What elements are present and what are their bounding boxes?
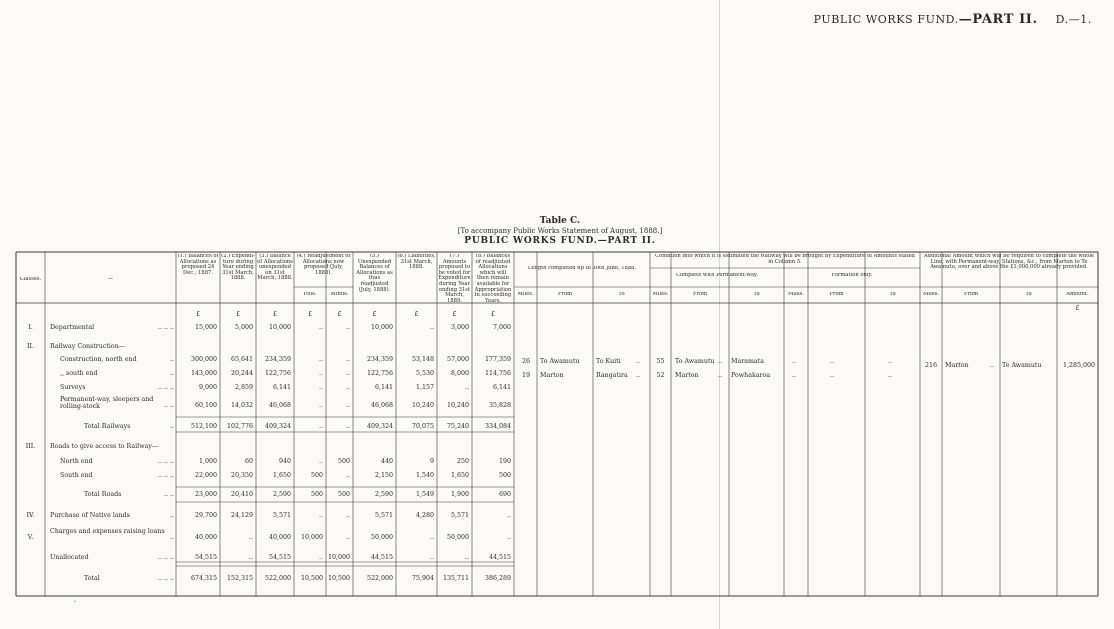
row-value: ..: [318, 554, 323, 561]
row-value: 512,100: [190, 423, 217, 430]
row-value: 65,641: [230, 356, 253, 363]
row-dots: .. ..: [163, 402, 174, 409]
row-value: 44,515: [488, 554, 511, 561]
row-value: 7,000: [492, 324, 511, 331]
complete-to: Powhakaroa: [731, 372, 771, 379]
row-value: 53,148: [411, 356, 434, 363]
row-value: 50,000: [446, 534, 469, 541]
header-part: —PART II.: [958, 12, 1038, 27]
row-dots: .. .. ..: [157, 458, 174, 465]
additional-miles: 216: [924, 362, 938, 369]
row-value: ..: [318, 512, 323, 519]
row-value: 1,000: [198, 458, 217, 465]
row-value: 54,515: [268, 554, 291, 561]
header-formation: Formation only.: [831, 273, 873, 278]
formation-miles: ..: [792, 372, 797, 379]
row-value: 60: [244, 458, 253, 465]
row-class: III.: [25, 443, 36, 450]
row-value: 3,000: [450, 324, 469, 331]
row-value: 1,549: [415, 491, 434, 498]
row-value: 10,240: [446, 402, 469, 409]
header-c6: (6.) Liabilities, 31st March, 1888.: [397, 254, 436, 271]
row-value: 690: [498, 491, 511, 498]
row-value: ..: [318, 370, 323, 377]
row-dots: .. ..: [163, 491, 174, 498]
header-dash: —: [107, 277, 114, 282]
row-value: 2,590: [272, 491, 291, 498]
row-value: 10,500: [300, 575, 323, 582]
complete-from: Marton: [675, 372, 699, 379]
row-value: 1,540: [415, 472, 434, 479]
row-value: 23,000: [194, 491, 217, 498]
row-value: 44,515: [370, 554, 393, 561]
row-value: 122,756: [264, 370, 291, 377]
header-sub-miles: Miles.: [787, 292, 804, 297]
row-value: 24,129: [230, 512, 253, 519]
row-label: Unallocated: [50, 554, 89, 561]
header-c5: (5.) Unexpended Balances of Allocations as thus readjusted (July, 1888).: [356, 254, 393, 293]
row-value: 10,000: [268, 324, 291, 331]
currency-mark: £: [414, 311, 419, 318]
row-value: ..: [248, 554, 253, 561]
row-value: 57,000: [446, 356, 469, 363]
row-value: 20,244: [230, 370, 253, 377]
row-dots: ..: [169, 534, 174, 541]
currency-mark: £: [1075, 305, 1080, 312]
row-value: 409,324: [366, 423, 393, 430]
row-value: ..: [429, 534, 434, 541]
header-sub-amount: Amount.: [1066, 292, 1089, 297]
header-sub-from: From: [963, 292, 979, 297]
row-value: 522,000: [366, 575, 393, 582]
header-condition: Condition into which it is estimated the Railway will be brought by Expenditure of Amounts stated in Column 5.: [655, 254, 915, 265]
currency-mark: £: [372, 311, 377, 318]
currency-mark: £: [272, 311, 277, 318]
row-value: ..: [464, 384, 469, 391]
row-value: ..: [345, 370, 350, 377]
row-dots: .. .. ..: [157, 554, 174, 561]
row-value: 334,084: [484, 423, 511, 430]
row-value: 10,000: [300, 534, 323, 541]
header-sub-to: To: [889, 292, 896, 297]
row-class: II.: [27, 343, 34, 350]
row-label: Roads to give access to Railway—: [50, 443, 159, 450]
header-sub-from: From: [829, 292, 844, 297]
header-c3: (3.) Balance of Allocations unexpended on 31st March, 1888.: [257, 254, 293, 282]
row-value: 1,157: [415, 384, 434, 391]
length-from: Marton: [540, 372, 564, 379]
row-value: 70,075: [411, 423, 434, 430]
row-value: ..: [345, 534, 350, 541]
row-value: 60,100: [194, 402, 217, 409]
row-label: Charges and expenses raising loans: [50, 528, 165, 535]
header-additional: Additional Amount which will be required to complete the whole Line, with Permanent-way, Stations, &c., from Marton to Te Awamutu, over and above the £1,000,000 already provided.: [923, 254, 1095, 271]
row-label: Permanent-way, sleepers and rolling-stock: [60, 396, 154, 410]
row-value: 500: [498, 472, 511, 479]
row-value: 8,000: [450, 370, 469, 377]
header-c4: (4.) Readjustment of Allocations now proposed (July, 1888).: [296, 254, 351, 276]
header-sub-to: To: [753, 292, 760, 297]
row-value: ..: [345, 512, 350, 519]
row-label: Total Railways: [84, 423, 131, 430]
row-dots: ..: [169, 356, 174, 363]
row-value: ..: [318, 324, 323, 331]
row-value: 940: [278, 458, 291, 465]
header-fund: PUBLIC WORKS FUND.: [813, 13, 959, 26]
row-value: 50,000: [370, 534, 393, 541]
row-value: 234,359: [366, 356, 393, 363]
row-value: ..: [345, 472, 350, 479]
row-value: 250: [456, 458, 469, 465]
row-value: 46,068: [370, 402, 393, 409]
row-dots: .. .. ..: [157, 324, 174, 331]
row-value: ..: [345, 402, 350, 409]
currency-mark: £: [195, 311, 200, 318]
formation-to: ..: [888, 372, 893, 379]
row-value: 75,240: [446, 423, 469, 430]
row-label: ,, south end: [60, 370, 98, 377]
row-dots: ..: [169, 370, 174, 377]
row-value: ..: [318, 423, 323, 430]
complete-to: Maramata: [731, 358, 764, 365]
row-value: ..: [464, 554, 469, 561]
additional-to: Te Awamutu: [1002, 362, 1042, 369]
row-label: Total: [84, 575, 100, 582]
row-value: 500: [310, 491, 323, 498]
row-value: ..: [318, 458, 323, 465]
row-value: 440: [380, 458, 393, 465]
row-dots: ..: [169, 423, 174, 430]
row-label: Total Roads: [84, 491, 122, 498]
header-sub-to: To: [618, 292, 625, 297]
header-c4-plus: Plus.: [303, 292, 317, 297]
row-value: ..: [248, 534, 253, 541]
currency-mark: £: [235, 311, 240, 318]
row-value: 122,756: [366, 370, 393, 377]
row-value: 20,410: [230, 491, 253, 498]
header-c8: (8.) Balances of readjusted Allocations which will then remain available for Appropriation in succeeding Years.: [474, 254, 512, 302]
table-subtitle: [To accompany Public Works Statement of August, 1888.]: [457, 227, 663, 235]
length-to: Rangatira: [596, 372, 628, 379]
row-value: 500: [337, 491, 350, 498]
row-value: 102,776: [226, 423, 253, 430]
currency-mark: £: [337, 311, 342, 318]
footnote: -: [74, 598, 77, 605]
row-value: ..: [506, 512, 511, 519]
formation-to: ..: [888, 358, 893, 365]
row-value: 10,240: [411, 402, 434, 409]
row-value: 6,141: [272, 384, 291, 391]
row-value: 500: [310, 472, 323, 479]
row-value: 1,900: [450, 491, 469, 498]
row-label: Surveys: [60, 384, 86, 391]
row-value: 54,515: [194, 554, 217, 561]
formation-miles: ..: [792, 358, 797, 365]
row-class: IV.: [26, 512, 35, 519]
row-value: 9,000: [198, 384, 217, 391]
row-value: 22,000: [194, 472, 217, 479]
header-classes: Classes.: [19, 277, 42, 282]
row-value: ..: [318, 402, 323, 409]
header-complete: Complete with Permanent-way.: [676, 273, 758, 278]
row-value: 40,000: [194, 534, 217, 541]
row-value: 46,068: [268, 402, 291, 409]
row-value: 10,500: [327, 575, 350, 582]
row-value: 177,359: [484, 356, 511, 363]
row-value: 2,859: [234, 384, 253, 391]
row-value: 300,000: [190, 356, 217, 363]
formation-from: ..: [830, 358, 835, 365]
length-from: To Awamutu: [540, 358, 580, 365]
row-value: 409,324: [264, 423, 291, 430]
row-class: I.: [28, 324, 33, 331]
row-value: 35,828: [488, 402, 511, 409]
row-value: ..: [345, 324, 350, 331]
row-value: 114,756: [484, 370, 511, 377]
row-dots: .. .. ..: [157, 472, 174, 479]
currency-mark: £: [452, 311, 457, 318]
header-c4-minus: Minus.: [330, 292, 349, 297]
row-value: 234,359: [264, 356, 291, 363]
row-value: 14,032: [230, 402, 253, 409]
row-value: 190: [498, 458, 511, 465]
table-title: Table C.: [539, 216, 581, 226]
row-value: 5,571: [374, 512, 393, 519]
row-value: 10,000: [370, 324, 393, 331]
additional-from: Marton: [945, 362, 969, 369]
row-label: Construction, north end: [60, 356, 137, 363]
header-length: Length completed up to 30th June, 1888.: [527, 266, 637, 271]
complete-miles: 52: [656, 372, 665, 379]
row-class: V.: [27, 534, 34, 541]
row-value: 6,141: [492, 384, 511, 391]
row-value: 1,650: [272, 472, 291, 479]
row-value: 5,530: [415, 370, 434, 377]
row-dots: .. .. ..: [157, 384, 174, 391]
header-sub-to: To: [1025, 292, 1032, 297]
row-value: 6,141: [374, 384, 393, 391]
row-value: 5,571: [450, 512, 469, 519]
header-sub-miles: Miles.: [652, 292, 669, 297]
currency-mark: £: [307, 311, 312, 318]
currency-mark: £: [490, 311, 495, 318]
row-value: ..: [506, 534, 511, 541]
row-value: ..: [429, 554, 434, 561]
header-sub-from: From: [557, 292, 573, 297]
row-value: 75,904: [411, 575, 434, 582]
additional-dots: ..: [990, 362, 995, 369]
table-fund-title: PUBLIC WORKS FUND.—PART II.: [464, 236, 656, 246]
complete-dots: ..: [718, 372, 723, 379]
additional-amount: 1,285,000: [1062, 362, 1095, 369]
length-dots: ..: [636, 358, 641, 365]
header-sub-miles: Miles.: [517, 292, 534, 297]
row-value: ..: [318, 384, 323, 391]
row-value: 143,000: [190, 370, 217, 377]
row-dots: ..: [169, 512, 174, 519]
row-value: ..: [345, 384, 350, 391]
row-value: ..: [429, 324, 434, 331]
row-label: North end: [60, 458, 93, 465]
row-value: 522,000: [264, 575, 291, 582]
row-value: 2,590: [374, 491, 393, 498]
row-value: 9: [429, 458, 434, 465]
row-value: 15,000: [194, 324, 217, 331]
header-code: D.—1.: [1055, 13, 1092, 26]
length-to: To Kuiti: [596, 358, 621, 365]
row-value: 135,711: [442, 575, 469, 582]
row-label: Purchase of Native lands: [50, 512, 130, 519]
header-sub-miles: Miles.: [922, 292, 939, 297]
row-value: 40,000: [268, 534, 291, 541]
length-miles: 19: [521, 372, 530, 379]
row-value: 1,650: [450, 472, 469, 479]
row-value: ..: [318, 356, 323, 363]
row-value: ..: [345, 423, 350, 430]
row-value: 10,000: [327, 554, 350, 561]
formation-from: ..: [830, 372, 835, 379]
header-c7: (7.) Amounts proposed to be voted for Expenditure during Year ending 31st March, 1889.: [438, 254, 471, 302]
complete-from: To Awamutu: [675, 358, 715, 365]
header-c1: (1.) Balances of Allocations as proposed 24 Dec., 1887.: [177, 254, 219, 276]
header-c2: (2.) Expendi-ture during Year ending 31st March, 1888.: [221, 254, 255, 282]
row-label: South end: [60, 472, 93, 479]
row-dots: .. .. ..: [157, 575, 174, 582]
header-sub-from: From: [692, 292, 708, 297]
row-value: 5,000: [234, 324, 253, 331]
row-value: 674,315: [190, 575, 217, 582]
row-label: Departmental: [50, 324, 95, 331]
row-value: 29,700: [194, 512, 217, 519]
row-value: 4,280: [415, 512, 434, 519]
row-value: 152,315: [226, 575, 253, 582]
row-value: 5,571: [272, 512, 291, 519]
row-value: 2,150: [374, 472, 393, 479]
length-dots: ..: [636, 372, 641, 379]
length-miles: 26: [521, 358, 530, 365]
complete-dots: ..: [718, 358, 723, 365]
row-value: ..: [345, 356, 350, 363]
row-label: Railway Construction—: [50, 343, 126, 350]
row-value: 386,289: [484, 575, 511, 582]
complete-miles: 55: [656, 358, 665, 365]
row-value: 500: [337, 458, 350, 465]
row-value: 20,350: [230, 472, 253, 479]
